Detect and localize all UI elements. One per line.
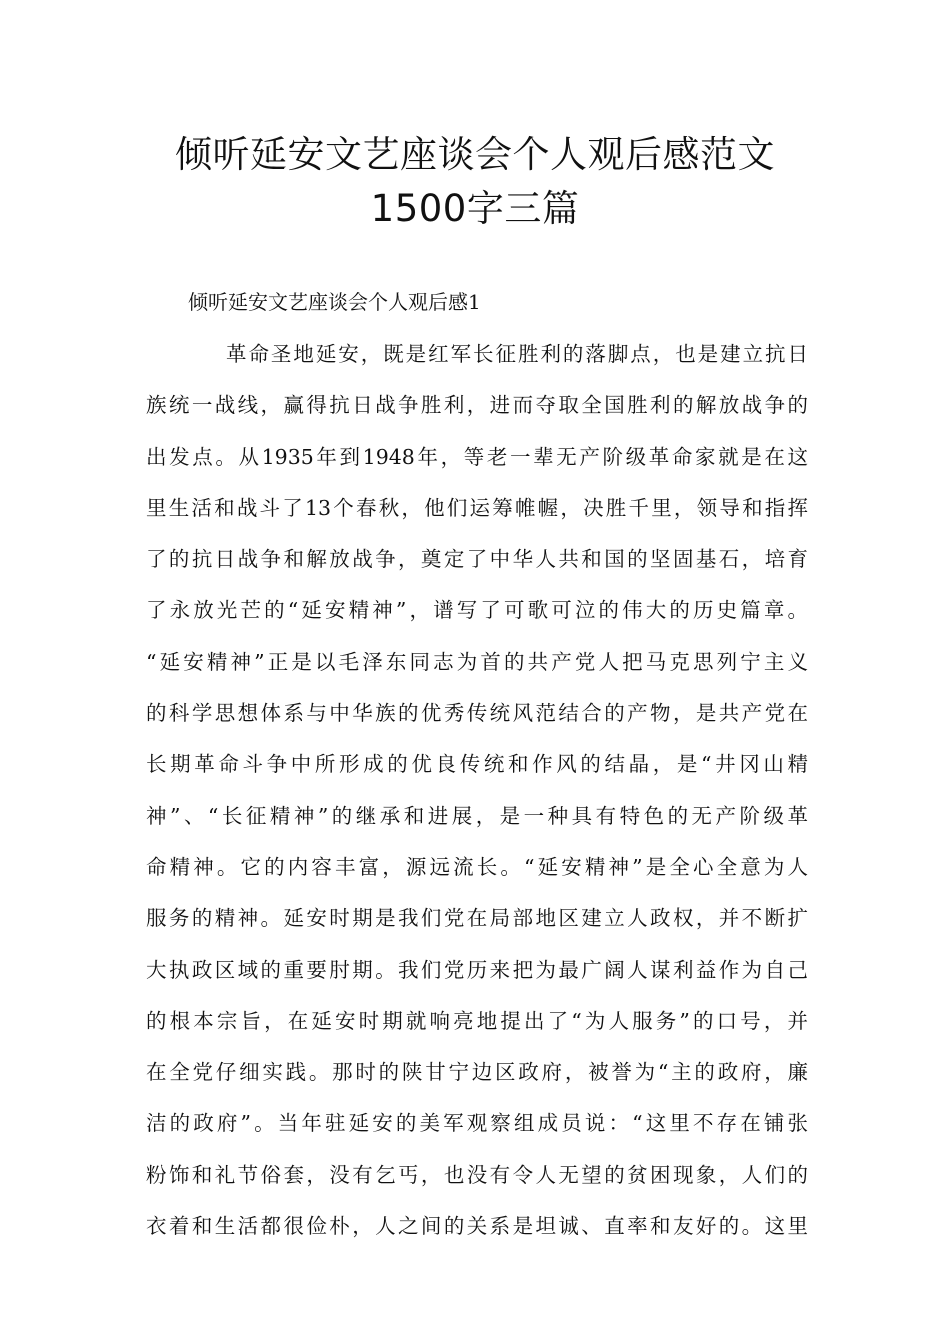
paragraph-line: 族统一战线，赢得抗日战争胜利，进而夺取全国胜利的解放战争的 bbox=[146, 393, 808, 418]
paragraph-line: 里生活和战斗了13个春秋，他们运筹帷幄，决胜千里，领导和指挥 bbox=[146, 495, 808, 520]
paragraph-line: 命精神。它的内容丰富，源远流长。“延安精神”是全心全意为人 bbox=[146, 854, 808, 879]
title-line-1: 倾听延安文艺座谈会个人观后感范文 bbox=[175, 133, 775, 176]
paragraph-line: 服务的精神。延安时期是我们党在局部地区建立人政权，并不断扩 bbox=[146, 906, 808, 931]
paragraph-line: 粉饰和礼节俗套，没有乞丐，也没有令人无望的贫困现象，人们的 bbox=[146, 1162, 808, 1187]
paragraph-line: 了永放光芒的“延安精神”，谱写了可歌可泣的伟大的历史篇章。 bbox=[146, 598, 808, 623]
paragraph-line: 神”、“长征精神”的继承和进展，是一种具有特色的无产阶级革 bbox=[146, 803, 808, 828]
paragraph-line: 在全党仔细实践。那时的陕甘宁边区政府，被誉为“主的政府，廉 bbox=[146, 1060, 808, 1085]
paragraph-line: 长期革命斗争中所形成的优良传统和作风的结晶，是“井冈山精 bbox=[146, 752, 808, 777]
paragraph-line: 出发点。从1935年到1948年，等老一辈无产阶级革命家就是在这 bbox=[146, 444, 808, 469]
paragraph-line: 衣着和生活都很俭朴，人之间的关系是坦诚、直率和友好的。这里 bbox=[146, 1214, 808, 1239]
paragraph-line: 洁的政府”。当年驻延安的美军观察组成员说：“这里不存在铺张 bbox=[146, 1111, 808, 1136]
section-heading: 倾听延安文艺座谈会个人观后感1 bbox=[188, 290, 481, 314]
paragraph-line: 了的抗日战争和解放战争，奠定了中华人共和国的坚固基石，培育 bbox=[146, 547, 808, 572]
paragraph-line: 的根本宗旨，在延安时期就响亮地提出了“为人服务”的口号，并 bbox=[146, 1008, 808, 1033]
title-line-2: 1500字三篇 bbox=[370, 187, 580, 230]
paragraph-line: “延安精神”正是以毛泽东同志为首的共产党人把马克思列宁主义 bbox=[146, 649, 808, 674]
document-title bbox=[80, 128, 870, 236]
body-paragraph bbox=[146, 334, 808, 1257]
paragraph-line: 革命圣地延安，既是红军长征胜利的落脚点，也是建立抗日 bbox=[226, 342, 808, 366]
paragraph-line: 大执政区域的重要肘期。我们党历来把为最广阔人谋利益作为自己 bbox=[146, 957, 808, 982]
paragraph-line: 的科学思想体系与中华族的优秀传统风范结合的产物，是共产党在 bbox=[146, 701, 808, 726]
